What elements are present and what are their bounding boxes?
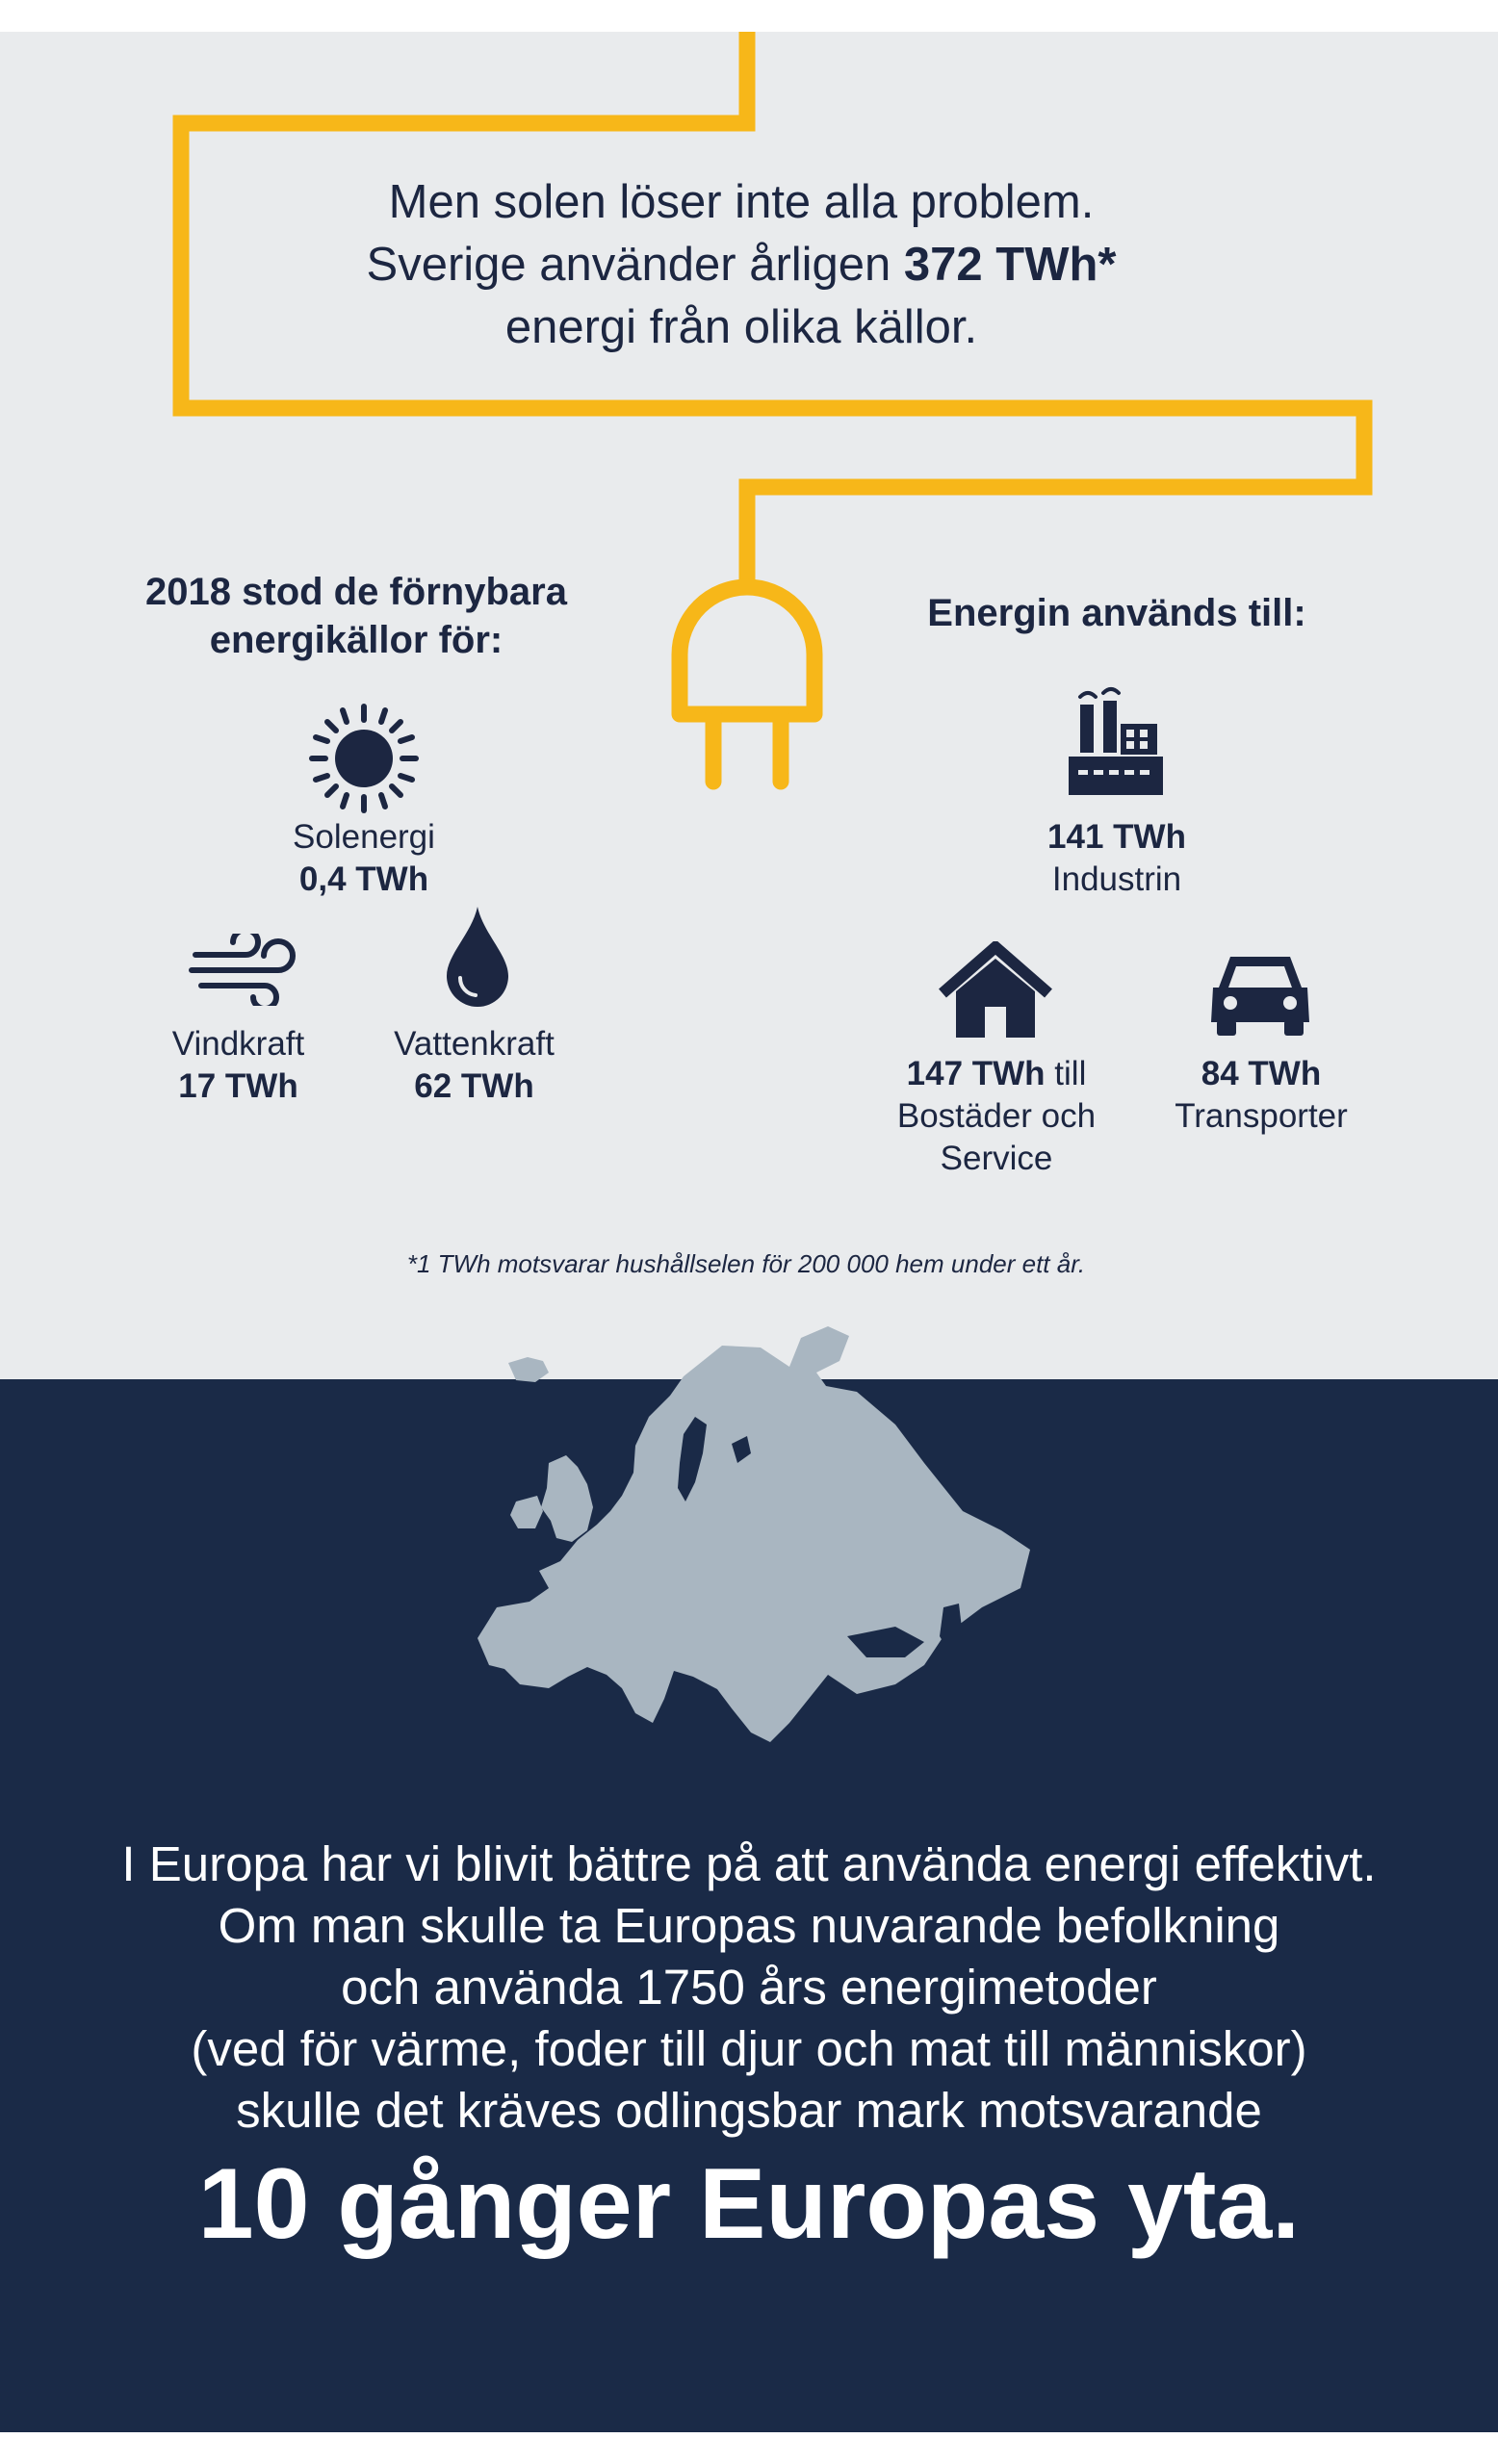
europe-headline: 10 gånger Europas yta. [197,2148,1301,2260]
car-icon [1207,953,1313,1040]
industry-value: 141 TWh [1047,818,1186,856]
factory-icon [1067,681,1165,797]
footnote: *1 TWh motsvarar hushållselen för 200 000 hem under ett år. [406,1249,1086,1278]
wind-value: 17 TWh [178,1067,298,1105]
europe-line-2: Om man skulle ta Europas nuvarande befolkning [218,1898,1280,1953]
intro-text [250,171,1232,359]
renewable-solar [220,816,508,901]
housing-value-line [866,1053,1126,1095]
solar-label: Solenergi [293,818,435,856]
usage-industry [972,816,1261,901]
renewable-hydro [342,1023,607,1108]
renewables-heading: 2018 stod de förnybara energikällor för: [145,571,567,661]
industry-label: Industrin [1051,860,1182,898]
water-drop-icon [443,905,512,1011]
housing-label-2: Service [940,1140,1053,1177]
housing-value-suffix: till [1045,1055,1087,1092]
sun-icon [306,701,422,816]
house-icon [939,941,1052,1040]
hydro-label: Vattenkraft [394,1025,555,1063]
wind-icon [188,934,298,1006]
usage-transport [1131,1053,1391,1138]
usage-housing [866,1053,1126,1180]
europe-line-1: I Europa har vi blivit bättre på att använda energi effektivt. [121,1836,1377,1891]
wind-label: Vindkraft [171,1025,305,1063]
housing-value: 147 TWh [906,1055,1046,1092]
transport-label: Transporter [1175,1097,1348,1135]
europe-line-3: och använda 1750 års energimetoder [341,1960,1157,2015]
intro-line-2 [250,234,1232,296]
solar-value: 0,4 TWh [298,860,429,898]
intro-line-1: Men solen löser inte alla problem. [388,176,1095,228]
europe-line-5: skulle det kräves odlingsbar mark motsvarande [236,2083,1262,2138]
renewable-wind [106,1023,371,1108]
intro-line-2-text: Sverige använder årligen [366,239,904,291]
europe-line-4: (ved för värme, foder till djur och mat till människor) [191,2021,1307,2076]
transport-value: 84 TWh [1201,1055,1322,1092]
intro-line-3: energi från olika källor. [504,301,978,353]
intro-total-value: 372 TWh* [903,239,1117,291]
europe-paragraph [58,1834,1440,2142]
usage-heading: Energin används till: [927,592,1306,634]
hydro-value: 62 TWh [414,1067,534,1105]
housing-label-1: Bostäder och [896,1097,1097,1135]
europe-map [443,1319,1059,1800]
